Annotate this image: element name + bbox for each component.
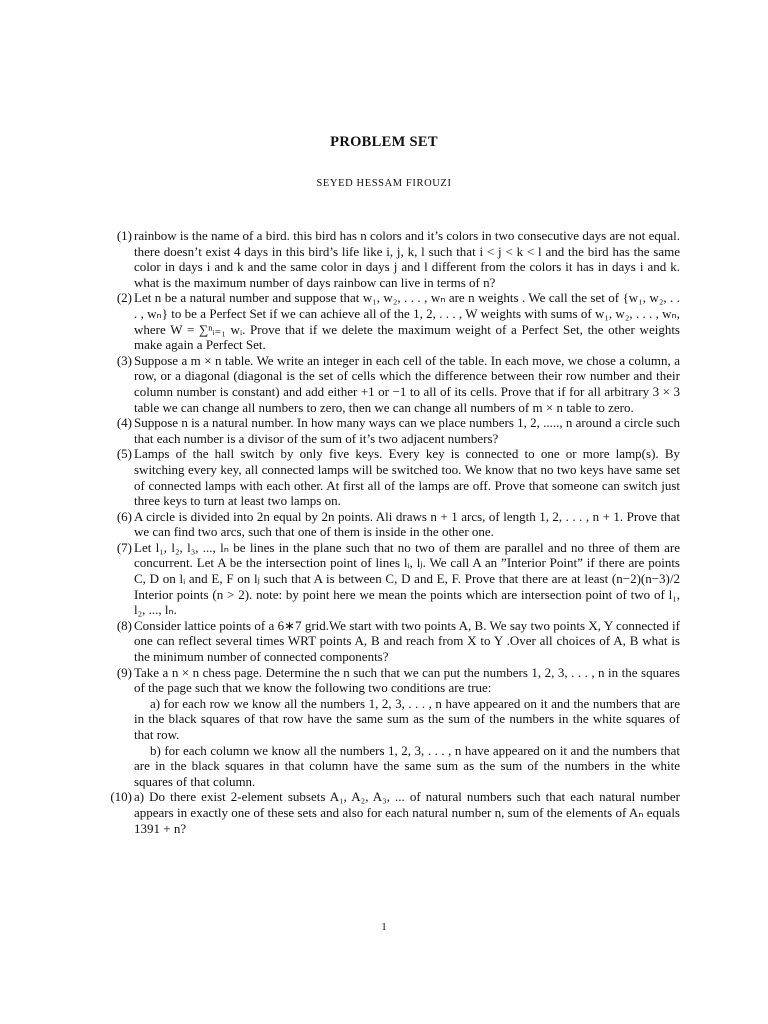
- problem-number: (10): [110, 789, 132, 805]
- problem-number: (5): [116, 446, 132, 462]
- problem-number: (3): [116, 352, 132, 368]
- problem-item: [116, 508, 680, 540]
- problem-item: [116, 415, 680, 446]
- problem-list: [0, 228, 768, 836]
- problem-subpart-b: b) for each column we know all the numbers 1, 2, 3, . . . , n have appeared on it and the numbers that are in the black squares in that column have the same sum as the sum of the numbers in the white squares of that column.: [134, 742, 680, 789]
- problem-text: Suppose a m × n table. We write an integer in each cell of the table. In each move, we chose a column, a row, or a diagonal (diagonal is the set of cells which the difference between their row number and their column number is constant) and add either +1 or −1 to all of its cells. Prove that if for all arbitrary 3 × 3 table we can change all numbers to zero, then we can change all numbers of m × n table to zero.: [134, 352, 680, 415]
- problem-number: (1): [116, 228, 132, 243]
- problem-item: [110, 789, 680, 836]
- problem-text: Let l₁, l₂, l₃, ..., lₙ be lines in the plane such that no two of them are parallel and no three of them are concurrent. Let A be the intersection point of lines lᵢ, lⱼ. We call A an ”Interior Point” if there are points C, D on lᵢ and E, F on lⱼ such that A is between C, D and E, F. Prove that there are at least (n−2)(n−3)/2 Interior points (n > 2). note: by point here we mean the points which are intersection point of two of l₁, l₂, ..., lₙ.: [134, 539, 680, 618]
- problem-text: rainbow is the name of a bird. this bird has n colors and it’s colors in two consecutive days are not equal. there doesn’t exist 4 days in this bird’s life like i, j, k, l such that i < j < k < l and the bird has the same color in days i and k and the same color in days j and l different from the colors it has in days i and k. what is the maximum number of days rainbow can live in terms of n?: [134, 228, 680, 290]
- problem-subpart-a: a) for each row we know all the numbers 1, 2, 3, . . . , n have appeared on it and the numbers that are in the black squares of that row have the same sum as the sum of the numbers in the white squares of that row.: [134, 695, 680, 742]
- problem-item: [116, 290, 680, 353]
- problem-item: [116, 228, 680, 290]
- problem-item: [116, 539, 680, 618]
- problem-item: [116, 617, 680, 665]
- problem-item: [116, 352, 680, 415]
- document-title: PROBLEM SET: [330, 134, 438, 150]
- problem-text: Consider lattice points of a 6∗7 grid.We start with two points A, B. We say two points X, Y connected if one can reflect several times WRT points A, B and reach from X to Y .Over all choices of A, B what is the minimum number of connected components?: [134, 617, 680, 665]
- problem-number: (8): [116, 617, 132, 633]
- problem-text: Lamps of the hall switch by only five keys. Every key is connected to one or more lamp(s). By switching every key, all connected lamps will be switched too. We know that no two keys have same set of connected lamps with each other. At first all of the lamps are off. Prove that someone can switch just three keys to turn at least two lamps on.: [134, 446, 680, 509]
- problem-item: [116, 446, 680, 509]
- problem-number: (2): [116, 290, 132, 306]
- problem-text: Suppose n is a natural number. In how many ways can we place numbers 1, 2, ....., n around a circle such that each number is a divisor of the sum of it’s two adjacent numbers?: [134, 415, 680, 446]
- problem-item: [116, 664, 680, 790]
- page-number: 1: [381, 921, 387, 933]
- problem-number: (7): [116, 539, 132, 555]
- problem-text: Take a n × n chess page. Determine the n such that we can put the numbers 1, 2, 3, . . . , n in the squares of the page such that we know the following two conditions are true:: [134, 664, 680, 696]
- problem-text: Let n be a natural number and suppose that w₁, w₂, . . . , wₙ are n weights . We call the set of {w₁, w₂, . . . , wₙ} to be a Perfect Set if we can achieve all of the 1, 2, . . . , W weights with sums of w₁, w₂, . . . , wₙ, where W = ∑ⁿᵢ₌₁ wᵢ. Prove that if we delete the maximum weight of a Perfect Set, the other weights make again a Perfect Set.: [134, 290, 680, 353]
- problem-text: A circle is divided into 2n equal by 2n points. Ali draws n + 1 arcs, of length 1, 2, . . . , n + 1. Prove that we can find two arcs, such that one of them is inside in the other one.: [134, 508, 680, 540]
- problem-number: (6): [116, 508, 132, 524]
- document-author: SEYED HESSAM FIROUZI: [316, 178, 452, 189]
- problem-number: (9): [116, 664, 132, 680]
- problem-number: (4): [116, 415, 132, 431]
- problem-text: a) Do there exist 2-element subsets A₁, A₂, A₃, ... of natural numbers such that each natural number appears in exactly one of these sets and also for each natural number n, sum of the elements of Aₙ equals 1391 + n?: [134, 789, 680, 836]
